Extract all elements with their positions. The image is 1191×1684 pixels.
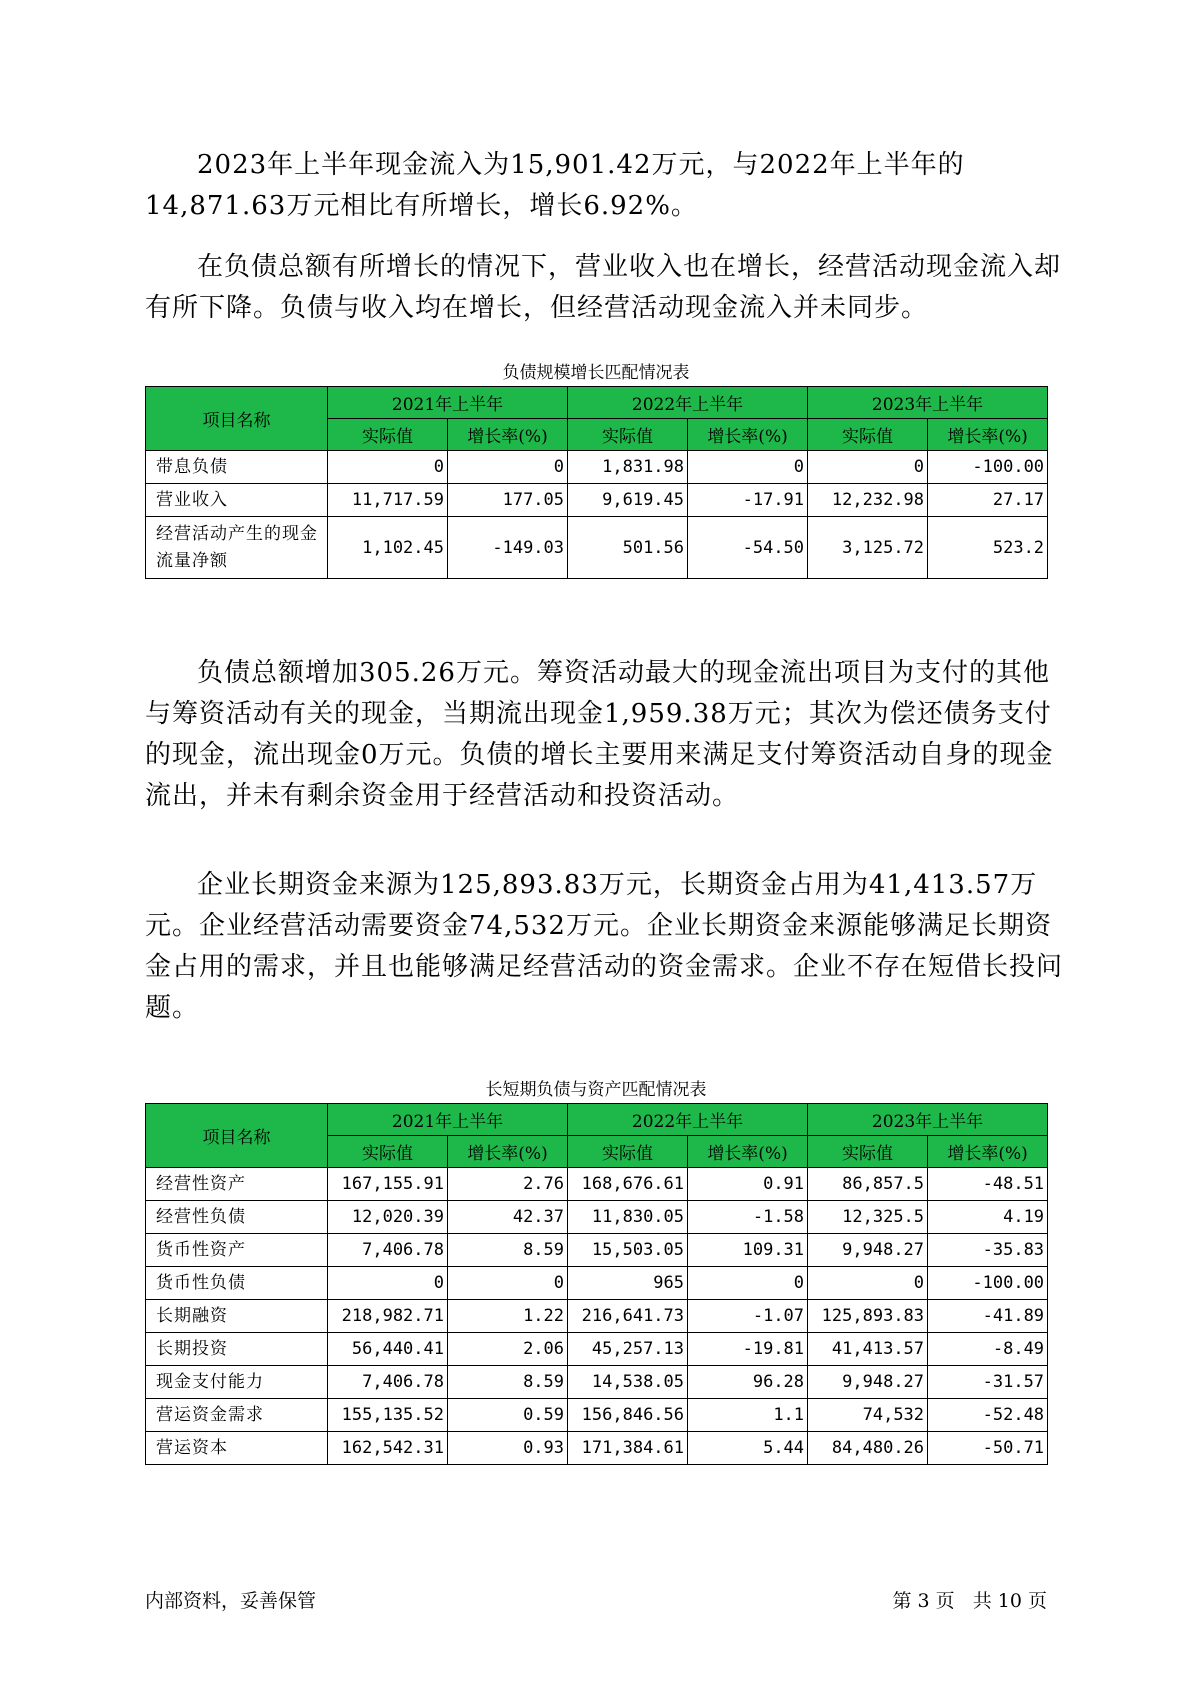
table-cell: 109.31 — [688, 1234, 808, 1267]
table-cell: 42.37 — [448, 1201, 568, 1234]
table-cell: 1,102.45 — [328, 517, 448, 579]
growth-rate-header: 增长率(%) — [928, 1136, 1048, 1168]
table-row — [146, 1300, 1048, 1333]
table-cell: -1.58 — [688, 1201, 808, 1234]
year-header: 2023年上半年 — [808, 1104, 1048, 1136]
row-label: 现金支付能力 — [146, 1366, 328, 1399]
row-label: 经营性资产 — [146, 1168, 328, 1201]
row-label: 货币性负债 — [146, 1267, 328, 1300]
row-label: 经营性负债 — [146, 1201, 328, 1234]
table-cell: -54.50 — [688, 517, 808, 579]
table-cell: 0.93 — [448, 1432, 568, 1465]
table1-caption: 负债规模增长匹配情况表 — [502, 363, 690, 383]
table-cell: 0 — [808, 1267, 928, 1300]
growth-rate-header: 增长率(%) — [688, 419, 808, 451]
table-cell: 9,948.27 — [808, 1366, 928, 1399]
actual-value-header: 实际值 — [808, 1136, 928, 1168]
table-cell: 965 — [568, 1267, 688, 1300]
table-row — [146, 1168, 1048, 1201]
year-header: 2021年上半年 — [328, 387, 568, 419]
actual-value-header: 实际值 — [328, 1136, 448, 1168]
table-cell: 45,257.13 — [568, 1333, 688, 1366]
table-cell: 11,830.05 — [568, 1201, 688, 1234]
actual-value-header: 实际值 — [808, 419, 928, 451]
table-cell: 0 — [448, 451, 568, 484]
table-cell: 168,676.61 — [568, 1168, 688, 1201]
table-cell: -50.71 — [928, 1432, 1048, 1465]
table-cell: 9,619.45 — [568, 484, 688, 517]
table-cell: 15,503.05 — [568, 1234, 688, 1267]
table-row — [146, 484, 1048, 517]
row-label: 营运资金需求 — [146, 1399, 328, 1432]
table-cell: 0 — [448, 1267, 568, 1300]
table-cell: 0.91 — [688, 1168, 808, 1201]
year-header: 2022年上半年 — [568, 387, 808, 419]
table-cell: -41.89 — [928, 1300, 1048, 1333]
paragraph-cash-inflow: 2023年上半年现金流入为15,901.42万元，与2022年上半年的14,871.63万元相比有所增长，增长6.92%。 — [145, 150, 965, 221]
table-cell: 1.22 — [448, 1300, 568, 1333]
table-cell: 8.59 — [448, 1234, 568, 1267]
debt-growth-table — [145, 386, 1048, 579]
year-header: 2021年上半年 — [328, 1104, 568, 1136]
table-cell: -100.00 — [928, 451, 1048, 484]
paragraph-debt-increase: 负债总额增加305.26万元。筹资活动最大的现金流出项目为支付的其他与筹资活动有关的现金，当期流出现金1,959.38万元；其次为偿还债务支付的现金，流出现金0万元。负债的增长主要用来满足支付筹资活动自身的现金流出，并未有剩余资金用于经营活动和投资活动。 — [145, 658, 1054, 811]
table-cell: 3,125.72 — [808, 517, 928, 579]
table-cell: 0 — [328, 451, 448, 484]
table-cell: 41,413.57 — [808, 1333, 928, 1366]
year-header: 2022年上半年 — [568, 1104, 808, 1136]
table-cell: 12,020.39 — [328, 1201, 448, 1234]
table-cell: 84,480.26 — [808, 1432, 928, 1465]
table-cell: 0.59 — [448, 1399, 568, 1432]
row-label: 营业收入 — [146, 484, 328, 517]
table-cell: 7,406.78 — [328, 1234, 448, 1267]
paragraph-debt-revenue: 在负债总额有所增长的情况下，营业收入也在增长，经营活动现金流入却有所下降。负债与收入均在增长，但经营活动现金流入并未同步。 — [145, 252, 1062, 323]
growth-rate-header: 增长率(%) — [448, 1136, 568, 1168]
table-cell: 171,384.61 — [568, 1432, 688, 1465]
growth-rate-header: 增长率(%) — [688, 1136, 808, 1168]
table-cell: 162,542.31 — [328, 1432, 448, 1465]
table-cell: 218,982.71 — [328, 1300, 448, 1333]
table-row — [146, 517, 1048, 579]
table-cell: 86,857.5 — [808, 1168, 928, 1201]
table-row — [146, 1366, 1048, 1399]
table-cell: -19.81 — [688, 1333, 808, 1366]
table-row — [146, 451, 1048, 484]
table-row — [146, 1333, 1048, 1366]
table-cell: 96.28 — [688, 1366, 808, 1399]
table-cell: 167,155.91 — [328, 1168, 448, 1201]
table-row — [146, 1234, 1048, 1267]
item-name-header: 项目名称 — [146, 387, 328, 451]
asset-liability-table — [145, 1103, 1048, 1465]
table-cell: -17.91 — [688, 484, 808, 517]
table-cell: 0 — [328, 1267, 448, 1300]
table-cell: 501.56 — [568, 517, 688, 579]
table-row — [146, 1201, 1048, 1234]
table-cell: 0 — [808, 451, 928, 484]
table-cell: 4.19 — [928, 1201, 1048, 1234]
table-cell: 7,406.78 — [328, 1366, 448, 1399]
paragraph-long-term-funds: 企业长期资金来源为125,893.83万元，长期资金占用为41,413.57万元。企业经营活动需要资金74,532万元。企业长期资金来源能够满足长期资金占用的需求，并且也能够满足经营活动的资金需求。企业不存在短借长投问题。 — [145, 870, 1064, 1023]
year-header: 2023年上半年 — [808, 387, 1048, 419]
table-cell: 11,717.59 — [328, 484, 448, 517]
table-cell: 2.06 — [448, 1333, 568, 1366]
table-cell: 156,846.56 — [568, 1399, 688, 1432]
item-name-header: 项目名称 — [146, 1104, 328, 1168]
table-cell: 216,641.73 — [568, 1300, 688, 1333]
table-cell: 27.17 — [928, 484, 1048, 517]
row-label: 长期融资 — [146, 1300, 328, 1333]
row-label: 营运资本 — [146, 1432, 328, 1465]
table-cell: -1.07 — [688, 1300, 808, 1333]
table-cell: -48.51 — [928, 1168, 1048, 1201]
table-cell: 56,440.41 — [328, 1333, 448, 1366]
row-label: 带息负债 — [146, 451, 328, 484]
table-cell: 1,831.98 — [568, 451, 688, 484]
table-cell: 0 — [688, 1267, 808, 1300]
table-cell: 125,893.83 — [808, 1300, 928, 1333]
row-label: 经营活动产生的现金流量净额 — [146, 517, 328, 579]
table-cell: 523.2 — [928, 517, 1048, 579]
table-row — [146, 1267, 1048, 1300]
footer-page-number: 第 3 页 共 10 页 — [892, 1590, 1047, 1612]
actual-value-header: 实际值 — [568, 1136, 688, 1168]
row-label: 货币性资产 — [146, 1234, 328, 1267]
table-cell: 74,532 — [808, 1399, 928, 1432]
table-cell: 177.05 — [448, 484, 568, 517]
table-cell: -149.03 — [448, 517, 568, 579]
table-cell: 9,948.27 — [808, 1234, 928, 1267]
table-cell: 12,325.5 — [808, 1201, 928, 1234]
table-cell: -52.48 — [928, 1399, 1048, 1432]
table-cell: 0 — [688, 451, 808, 484]
growth-rate-header: 增长率(%) — [448, 419, 568, 451]
table-cell: -31.57 — [928, 1366, 1048, 1399]
table-cell: -100.00 — [928, 1267, 1048, 1300]
actual-value-header: 实际值 — [328, 419, 448, 451]
table-cell: 8.59 — [448, 1366, 568, 1399]
actual-value-header: 实际值 — [568, 419, 688, 451]
growth-rate-header: 增长率(%) — [928, 419, 1048, 451]
table-cell: 14,538.05 — [568, 1366, 688, 1399]
table-cell: 1.1 — [688, 1399, 808, 1432]
table-row — [146, 1399, 1048, 1432]
row-label: 长期投资 — [146, 1333, 328, 1366]
table-cell: -35.83 — [928, 1234, 1048, 1267]
table-cell: 155,135.52 — [328, 1399, 448, 1432]
table-row — [146, 1432, 1048, 1465]
table2-caption: 长短期负债与资产匹配情况表 — [485, 1080, 707, 1100]
footer-confidential: 内部资料，妥善保管 — [145, 1590, 317, 1612]
table-cell: 12,232.98 — [808, 484, 928, 517]
table-cell: 2.76 — [448, 1168, 568, 1201]
table-cell: 5.44 — [688, 1432, 808, 1465]
table-cell: -8.49 — [928, 1333, 1048, 1366]
